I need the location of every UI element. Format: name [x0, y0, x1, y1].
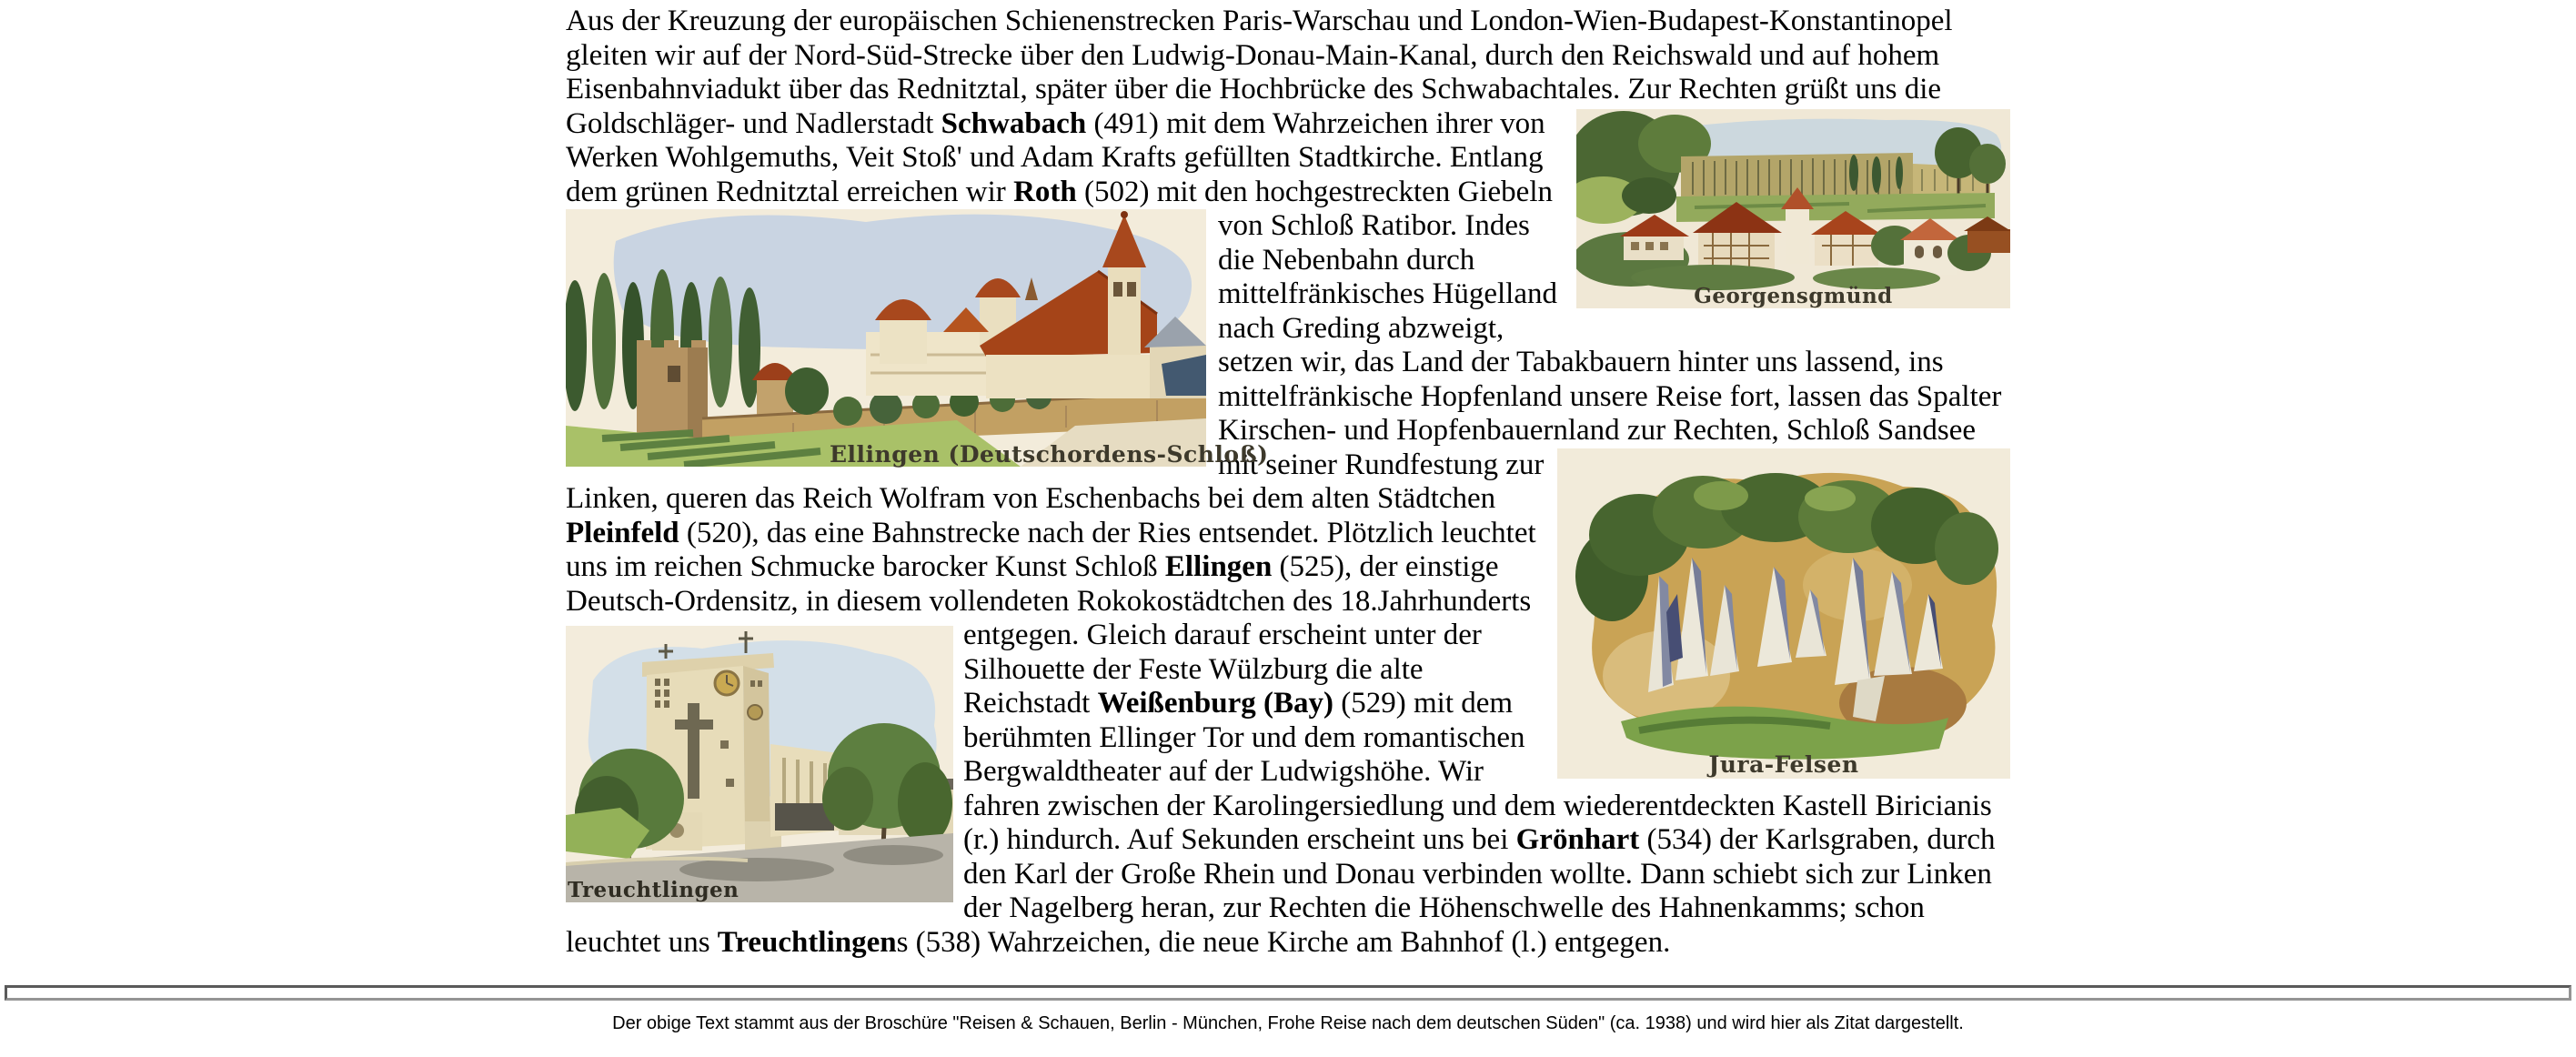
jura-felsen-watercolor	[1557, 448, 2010, 779]
illustration-jura-felsen	[1557, 448, 2010, 779]
text-segment: (520), das eine Bahnstrecke nach der Ries entsendet. Plötzlich leuchtet uns im reichen Schmucke barocker Kunst Schloß	[566, 516, 1536, 583]
text-segment: (525), der einstige Deutsch-Ordensitz, in diesem vollendeten Rokokostädtchen des 18.Jahrhunderts	[566, 550, 1532, 618]
illustration-ellingen	[566, 209, 1269, 468]
text-segment: (502) mit den hochgestreckten Giebeln	[1076, 175, 1553, 208]
text-segment: (534) der Karlsgraben, durch den Karl der Große Rhein und Donau verbinden wollte. Dann schiebt sich zur Linken der Nagelberg heran, zur Rechten die Höhenschwelle des Hahnenkamms; schon leuchtet uns	[566, 823, 1996, 959]
place-name-bold: Ellingen	[1164, 550, 1273, 583]
text-segment: entgegen. Gleich darauf erscheint unter der Silhouette der Feste Wülzburg die alte Reichstadt	[963, 619, 1482, 720]
text-segment: Aus der Kreuzung der europäischen Schienenstrecken Paris-Warschau und London-Wien-Budapest-Konstantinopel gleiten wir auf der Nord-Süd-Strecke über den Ludwig-Donau-Main-Kanal, durch den Reichswald und auf hohem Eisenbahnviadukt über das Rednitztal, später über die Hochbrücke des Schwabachtales. Zur Rechten grüßt uns die	[566, 5, 1953, 106]
text-segment: Goldschläger- und Nadlerstadt	[566, 106, 941, 140]
place-name-bold: Treuchtlingen	[717, 925, 897, 959]
treuchtlingen-caption: Treuchtlingen	[568, 878, 740, 902]
horizontal-divider	[5, 985, 2571, 1001]
footer-note: Der obige Text stammt aus der Broschüre "Reisen & Schauen, Berlin - München, Frohe Reise nach dem deutschen Süden" (ca. 1938) und wird hier als Zitat dargestellt.	[612, 1013, 1964, 1033]
place-name-bold: Weißenburg (Bay)	[1097, 687, 1334, 720]
article-text	[566, 0, 2010, 960]
text-segment: Rechten, Schloß Sandsee mit seiner Rundfestung zur Linken, queren das Reich Wolfram von Eschenbachs bei dem alten Städtchen	[566, 414, 1977, 515]
text-segment: von Schloß Ratibor. Indes die Nebenbahn durch mittelfränkisches Hügelland nach Greding abzweigt, setzen wir, das Land der Tabakbauern hinter uns lassend, ins mittelfränkische Hopfenland unsere Reise fort, lassen das Spalter Kirschen- und Hopfenbauernland zur	[1218, 209, 2002, 447]
place-name-bold: Grönhart	[1515, 823, 1640, 856]
text-segment: s (538) Wahrzeichen, die neue Kirche am Bahnhof (l.) entgegen.	[896, 925, 1671, 959]
georgensgmuend-caption: Georgensgmünd	[1694, 283, 1893, 308]
text-segment: (529) mit dem berühmten Ellinger Tor und dem romantischen Bergwaldtheater auf der Ludwigshöhe. Wir fahren zwischen der Karolingersiedlung und dem wiederentdeckten Kastell Biricianis (r.) hindurch. Auf Sekunden erscheint uns bei	[963, 687, 1992, 856]
illustration-treuchtlingen	[566, 626, 953, 902]
ellingen-watercolor	[566, 209, 1206, 467]
georgensgmuend-watercolor	[1576, 109, 2010, 308]
place-name-bold: Roth	[1013, 175, 1077, 208]
paragraph	[566, 5, 2010, 960]
place-name-bold: Schwabach	[941, 106, 1087, 140]
jura-felsen-caption: Jura-Felsen	[1708, 750, 1859, 778]
treuchtlingen-watercolor	[566, 626, 953, 902]
place-name-bold: Pleinfeld	[566, 516, 679, 549]
ellingen-caption: Ellingen (Deutschordens-Schloß)	[830, 441, 1269, 468]
text-segment: (491) mit dem Wahrzeichen ihrer von Werken Wohlgemuths, Veit Stoß' und Adam Krafts gefüllten Stadtkirche. Entlang dem grünen Rednitztal erreichen wir	[566, 106, 1545, 208]
illustration-georgensgmuend	[1576, 109, 2010, 308]
